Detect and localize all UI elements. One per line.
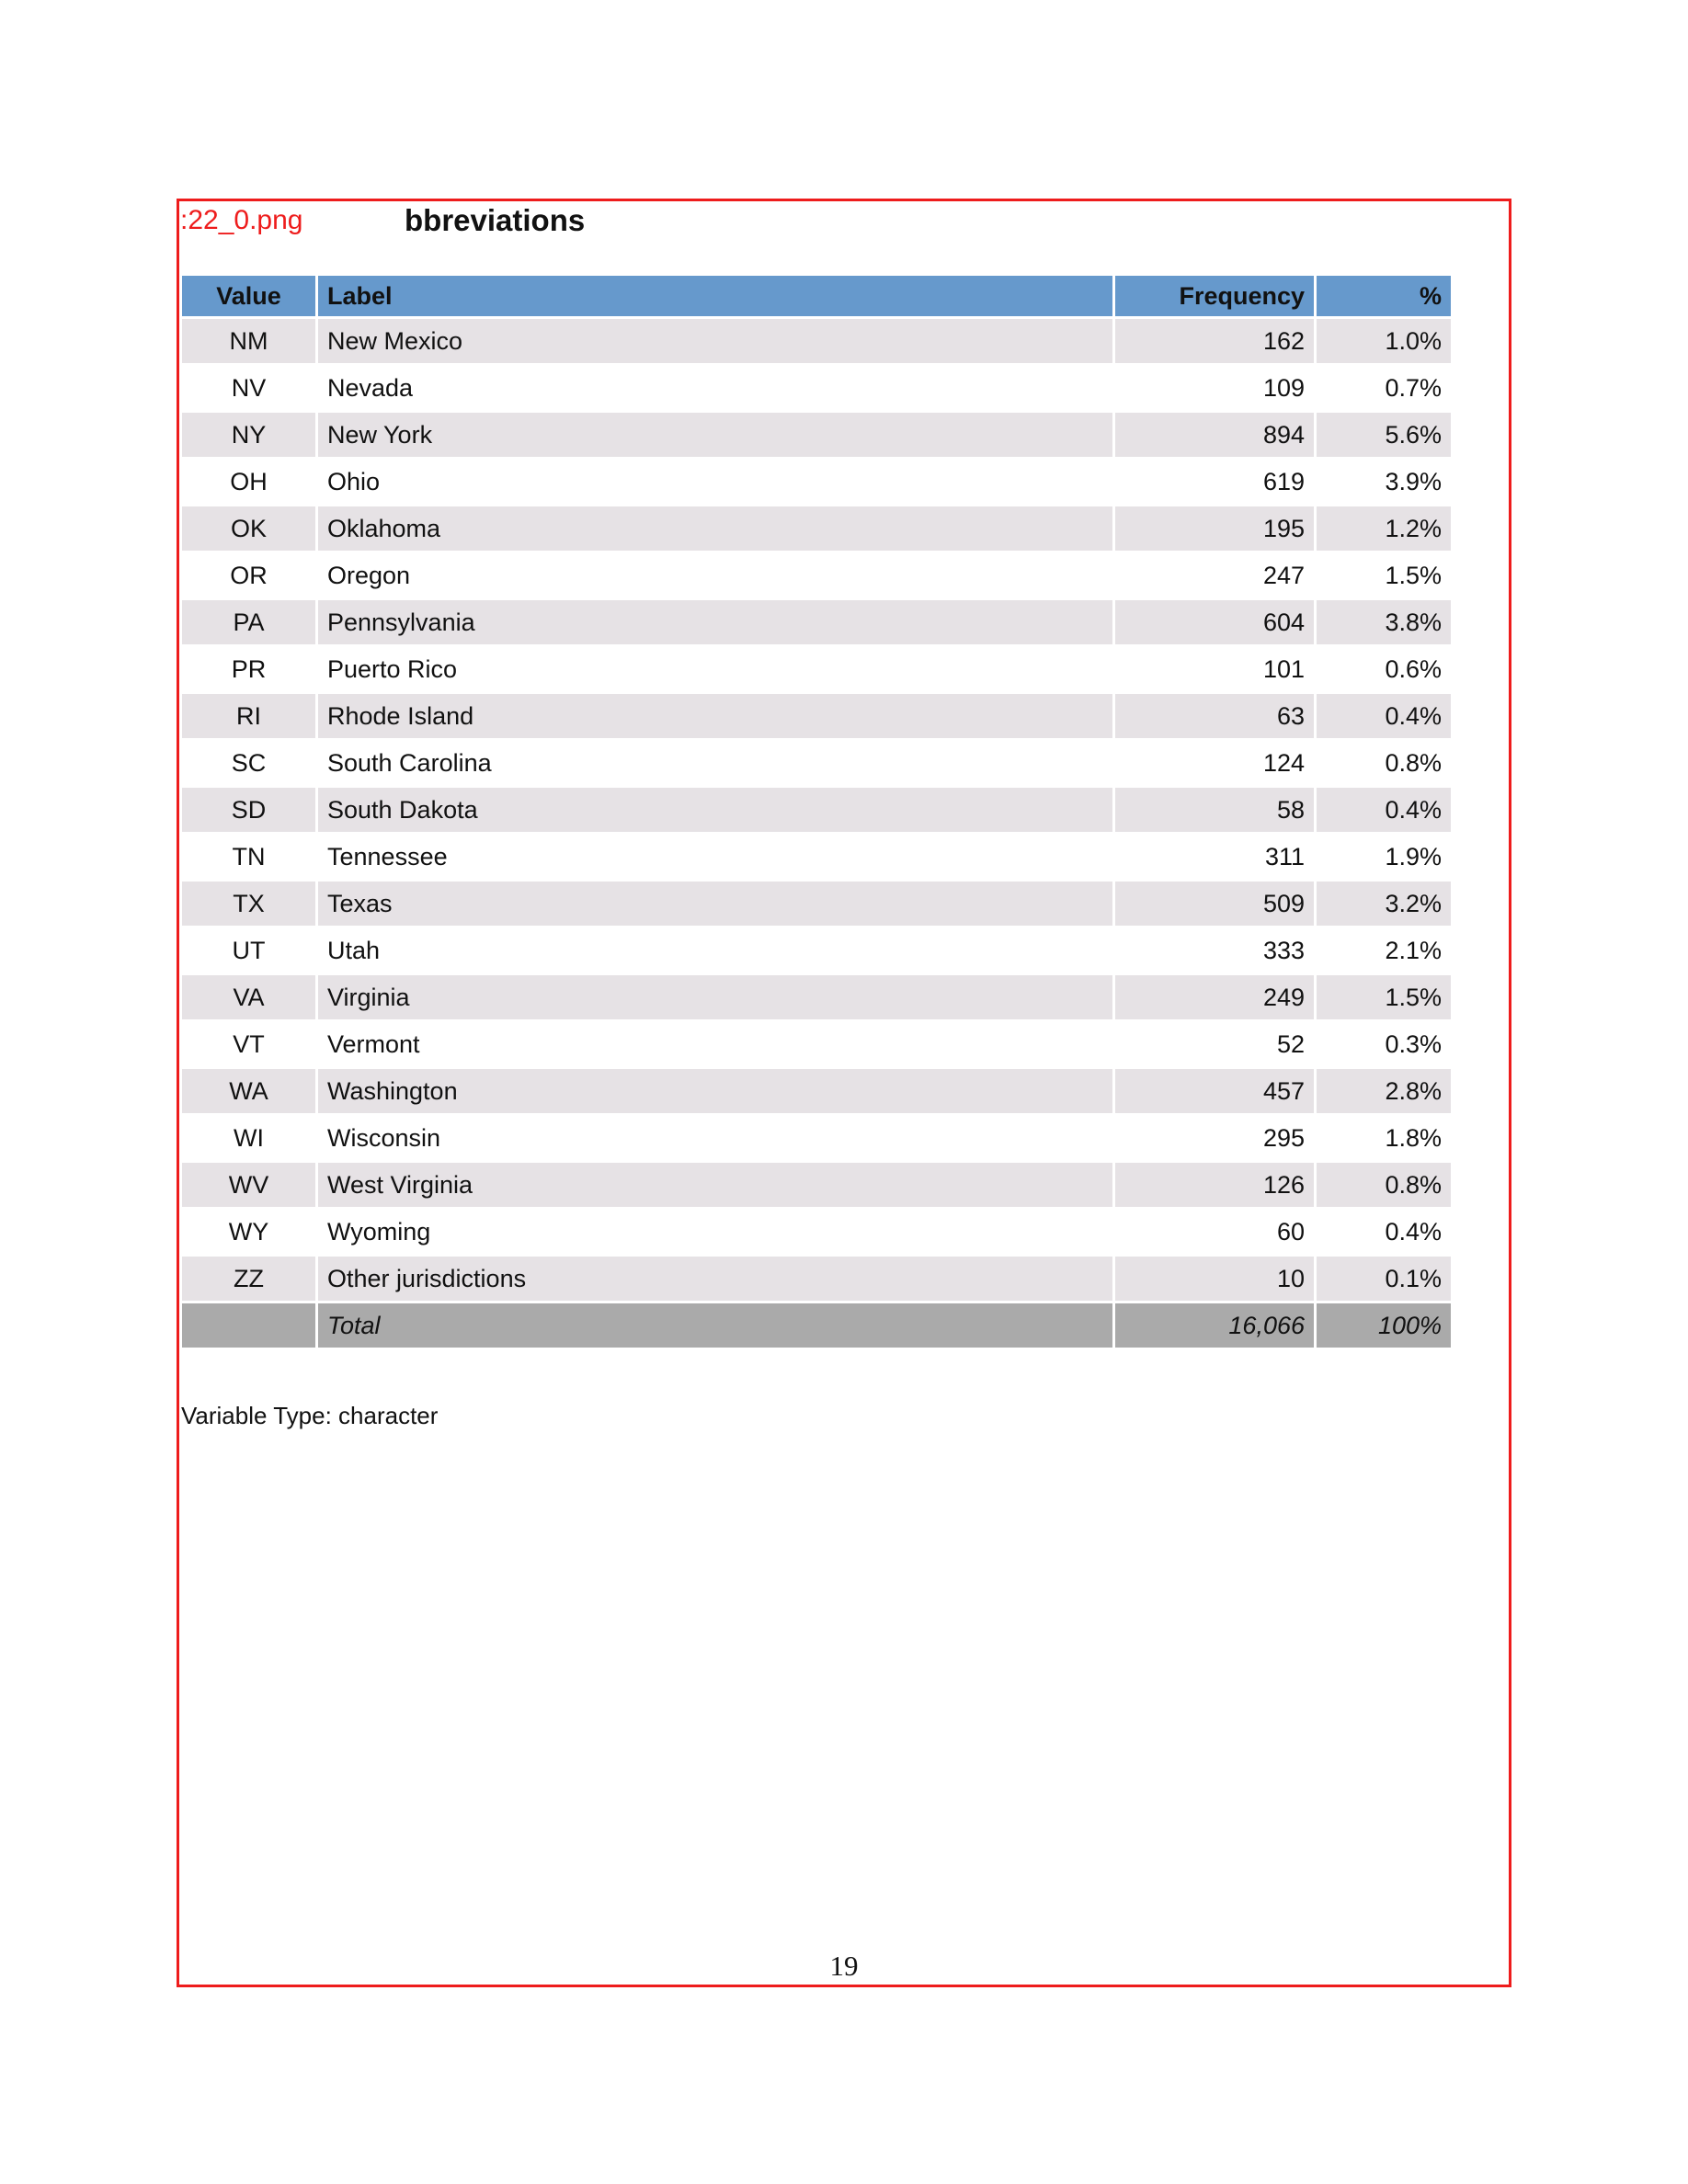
value-cell: ZZ bbox=[182, 1257, 315, 1301]
label-cell: South Dakota bbox=[318, 788, 1112, 832]
table-row bbox=[182, 647, 1451, 691]
percent-cell: 5.6% bbox=[1317, 413, 1451, 457]
value-cell: UT bbox=[182, 928, 315, 973]
percent-cell: 1.9% bbox=[1317, 835, 1451, 879]
percent-cell: 0.4% bbox=[1317, 694, 1451, 738]
percent-cell: 1.5% bbox=[1317, 975, 1451, 1019]
frequency-cell: 457 bbox=[1115, 1069, 1314, 1113]
label-cell: Utah bbox=[318, 928, 1112, 973]
percent-cell: 0.4% bbox=[1317, 788, 1451, 832]
table-body bbox=[182, 319, 1451, 1301]
variable-type-note: Variable Type: character bbox=[181, 1402, 439, 1429]
table-row bbox=[182, 741, 1451, 785]
table-row bbox=[182, 1257, 1451, 1301]
table-row bbox=[182, 1069, 1451, 1113]
table-row bbox=[182, 553, 1451, 597]
percent-cell: 0.8% bbox=[1317, 741, 1451, 785]
value-cell: PA bbox=[182, 600, 315, 644]
value-cell: WI bbox=[182, 1116, 315, 1160]
percent-cell: 0.8% bbox=[1317, 1163, 1451, 1207]
frequency-cell: 509 bbox=[1115, 882, 1314, 926]
table-row bbox=[182, 506, 1451, 551]
image-filename-label: :22_0.png bbox=[180, 205, 303, 235]
label-cell: Washington bbox=[318, 1069, 1112, 1113]
table-row bbox=[182, 366, 1451, 410]
value-cell: WV bbox=[182, 1163, 315, 1207]
value-cell: TN bbox=[182, 835, 315, 879]
label-cell: Ohio bbox=[318, 460, 1112, 504]
frequency-cell: 52 bbox=[1115, 1022, 1314, 1066]
frequency-cell: 162 bbox=[1115, 319, 1314, 363]
label-cell: Virginia bbox=[318, 975, 1112, 1019]
frequency-cell: 63 bbox=[1115, 694, 1314, 738]
label-cell: Oklahoma bbox=[318, 506, 1112, 551]
percent-cell: 1.2% bbox=[1317, 506, 1451, 551]
frequency-cell: 894 bbox=[1115, 413, 1314, 457]
section-title: bbreviations bbox=[405, 203, 586, 237]
label-cell: Tennessee bbox=[318, 835, 1112, 879]
value-cell: OK bbox=[182, 506, 315, 551]
label-cell: Puerto Rico bbox=[318, 647, 1112, 691]
table-row bbox=[182, 1210, 1451, 1254]
percent-cell: 0.3% bbox=[1317, 1022, 1451, 1066]
percent-cell: 0.4% bbox=[1317, 1210, 1451, 1254]
header-value: Value bbox=[182, 276, 315, 316]
frequency-cell: 619 bbox=[1115, 460, 1314, 504]
frequency-cell: 311 bbox=[1115, 835, 1314, 879]
value-cell: NV bbox=[182, 366, 315, 410]
value-cell: OH bbox=[182, 460, 315, 504]
frequency-cell: 195 bbox=[1115, 506, 1314, 551]
table-row bbox=[182, 413, 1451, 457]
page-number: 19 bbox=[829, 1950, 859, 1982]
table-row bbox=[182, 460, 1451, 504]
label-cell: New York bbox=[318, 413, 1112, 457]
value-cell: PR bbox=[182, 647, 315, 691]
label-cell: Wyoming bbox=[318, 1210, 1112, 1254]
table-row bbox=[182, 1022, 1451, 1066]
table-row bbox=[182, 1163, 1451, 1207]
percent-cell: 0.7% bbox=[1317, 366, 1451, 410]
table-row bbox=[182, 975, 1451, 1019]
percent-cell: 1.0% bbox=[1317, 319, 1451, 363]
table-row bbox=[182, 694, 1451, 738]
percent-cell: 3.8% bbox=[1317, 600, 1451, 644]
total-percent-cell: 100% bbox=[1317, 1303, 1451, 1348]
label-cell: Other jurisdictions bbox=[318, 1257, 1112, 1301]
frequency-cell: 124 bbox=[1115, 741, 1314, 785]
value-cell: OR bbox=[182, 553, 315, 597]
value-cell: SC bbox=[182, 741, 315, 785]
value-cell: NM bbox=[182, 319, 315, 363]
value-cell: WA bbox=[182, 1069, 315, 1113]
value-cell: RI bbox=[182, 694, 315, 738]
label-cell: Vermont bbox=[318, 1022, 1112, 1066]
frequency-cell: 109 bbox=[1115, 366, 1314, 410]
frequency-cell: 60 bbox=[1115, 1210, 1314, 1254]
frequency-cell: 10 bbox=[1115, 1257, 1314, 1301]
percent-cell: 3.9% bbox=[1317, 460, 1451, 504]
percent-cell: 0.1% bbox=[1317, 1257, 1451, 1301]
frequency-cell: 101 bbox=[1115, 647, 1314, 691]
table-row bbox=[182, 928, 1451, 973]
percent-cell: 2.1% bbox=[1317, 928, 1451, 973]
frequency-table bbox=[179, 273, 1454, 1350]
value-cell: TX bbox=[182, 882, 315, 926]
label-cell: Pennsylvania bbox=[318, 600, 1112, 644]
label-cell: Wisconsin bbox=[318, 1116, 1112, 1160]
frequency-cell: 249 bbox=[1115, 975, 1314, 1019]
total-value-cell bbox=[182, 1303, 315, 1348]
label-cell: Rhode Island bbox=[318, 694, 1112, 738]
table-row bbox=[182, 600, 1451, 644]
frequency-cell: 58 bbox=[1115, 788, 1314, 832]
label-cell: New Mexico bbox=[318, 319, 1112, 363]
total-label-cell: Total bbox=[318, 1303, 1112, 1348]
header-percent: % bbox=[1317, 276, 1451, 316]
percent-cell: 0.6% bbox=[1317, 647, 1451, 691]
table-row bbox=[182, 788, 1451, 832]
percent-cell: 2.8% bbox=[1317, 1069, 1451, 1113]
frequency-cell: 333 bbox=[1115, 928, 1314, 973]
total-frequency-cell: 16,066 bbox=[1115, 1303, 1314, 1348]
value-cell: WY bbox=[182, 1210, 315, 1254]
label-cell: Oregon bbox=[318, 553, 1112, 597]
table-total-row bbox=[182, 1303, 1451, 1348]
value-cell: VA bbox=[182, 975, 315, 1019]
percent-cell: 1.5% bbox=[1317, 553, 1451, 597]
table-row bbox=[182, 835, 1451, 879]
percent-cell: 1.8% bbox=[1317, 1116, 1451, 1160]
frequency-cell: 295 bbox=[1115, 1116, 1314, 1160]
table-row bbox=[182, 1116, 1451, 1160]
value-cell: NY bbox=[182, 413, 315, 457]
label-cell: Nevada bbox=[318, 366, 1112, 410]
value-cell: SD bbox=[182, 788, 315, 832]
frequency-cell: 247 bbox=[1115, 553, 1314, 597]
table-header-row bbox=[182, 276, 1451, 316]
table-row bbox=[182, 319, 1451, 363]
label-cell: Texas bbox=[318, 882, 1112, 926]
percent-cell: 3.2% bbox=[1317, 882, 1451, 926]
label-cell: West Virginia bbox=[318, 1163, 1112, 1207]
label-cell: South Carolina bbox=[318, 741, 1112, 785]
frequency-cell: 604 bbox=[1115, 600, 1314, 644]
header-label: Label bbox=[318, 276, 1112, 316]
header-frequency: Frequency bbox=[1115, 276, 1314, 316]
value-cell: VT bbox=[182, 1022, 315, 1066]
table-row bbox=[182, 882, 1451, 926]
frequency-cell: 126 bbox=[1115, 1163, 1314, 1207]
